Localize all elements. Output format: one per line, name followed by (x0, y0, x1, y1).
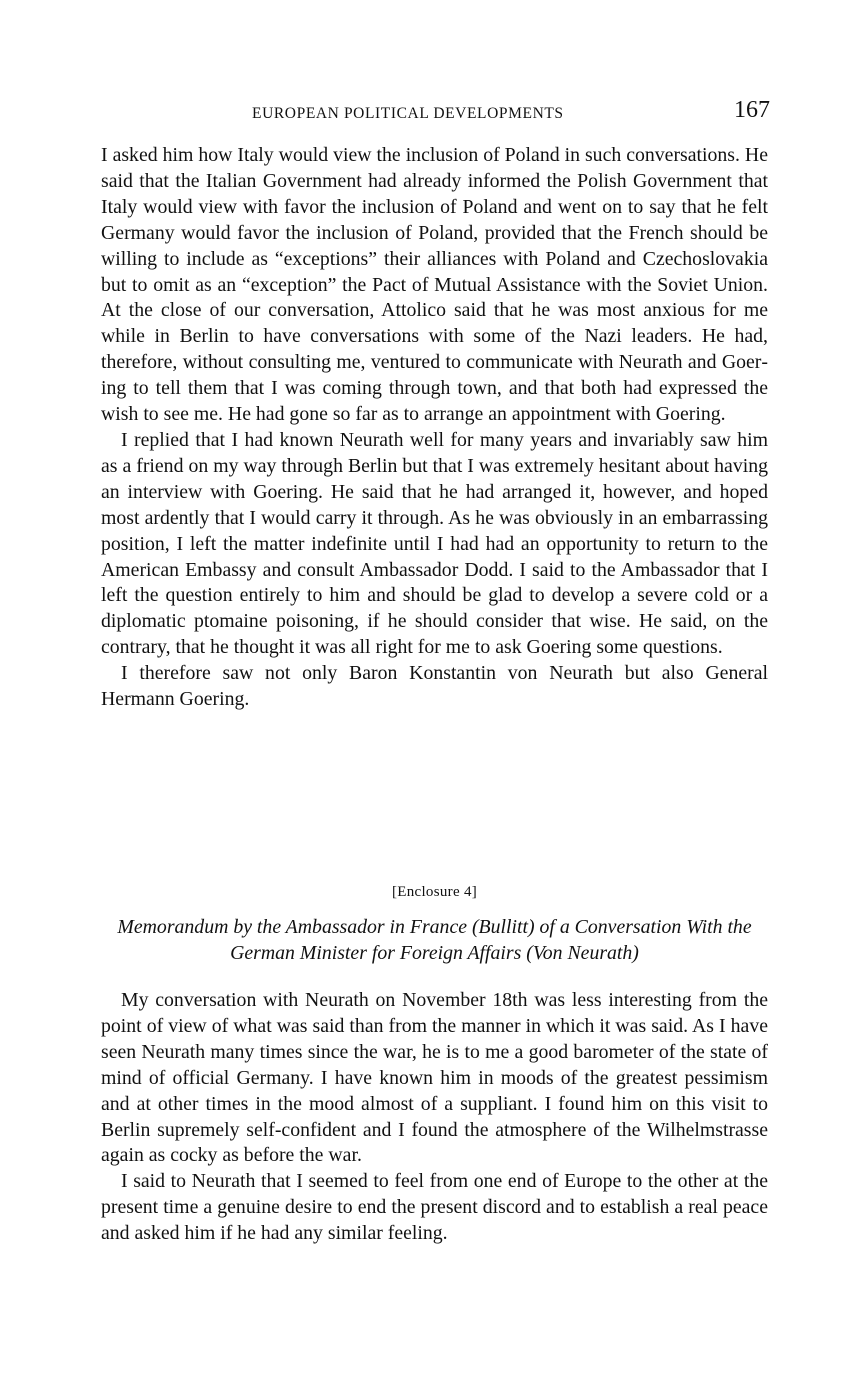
paragraph: I asked him how Italy would view the inclusion of Poland in such conversations. He said that the Italian Government had already informed the Polish Government that Italy would view with favor the inclusion of Poland and went on to say that he felt Germany would favor the inclusion of Poland, provided that the French should be willing to include as “exceptions” their alliances with Poland and Czechoslovakia but to omit as an “exception” the Pact of Mutual Assistance with the Soviet Union. At the close of our conversation, Attolico said that he was most anxious for me while in Berlin to have conversations with some of the Nazi leaders. He had, therefore, without consulting me, ventured to communicate with Neurath and Goering to tell them that I was coming through town, and that both had expressed the wish to see me. He had gone so far as to arrange an appointment with Goering. (101, 144, 768, 426)
running-title: EUROPEAN POLITICAL DEVELOPMENTS (252, 105, 564, 122)
page-number: 167 (734, 97, 770, 123)
paragraph: I replied that I had known Neurath well for many years and invariably saw him as a friend on my way through Berlin but that I was extremely hesitant about having an interview with Goering. He said that he had arranged it, however, and hoped most ardently that I would carry it through. As he was obviously in an embarrassing position, I left the matter indefinite until I had had an opportunity to return to the American Embassy and consult Ambassador Dodd. I said to the Ambassador that I left the question entirely to him and should be glad to develop a severe cold or a diplomatic ptomaine poisoning, if he should consider that wise. He said, on the contrary, that he thought it was all right for me to ask Goering some questions. (101, 428, 768, 659)
paragraph: I said to Neurath that I seemed to feel from one end of Europe to the other at the present time a genuine desire to end the present discord and to establish a real peace and asked him if he had any similar feeling. (101, 1170, 768, 1245)
body-text (101, 143, 768, 713)
memorandum-body (101, 988, 768, 1247)
running-header (102, 99, 770, 129)
paragraph: My conversation with Neurath on November 18th was less interesting from the point of view of what was said than from the manner in which it was said. As I have seen Neurath many times since the war, he is to me a good barometer of the state of mind of official Germany. I have known him in moods of the greatest pessimism and at other times in the mood almost of a suppliant. I found him on this visit to Berlin supremely self-confident and I found the atmosphere of the Wilhelmstrasse again as cocky as before the war. (101, 989, 768, 1167)
enclosure-heading: [Enclosure 4] (391, 884, 478, 900)
memorandum-title: Memorandum by the Ambassador in France (Bullitt) of a Conversation With the German Minister for Foreign Affairs (Von Neurath) (117, 916, 752, 964)
paragraph: I therefore saw not only Baron Konstantin von Neurath but also General Hermann Goering. (101, 662, 768, 711)
